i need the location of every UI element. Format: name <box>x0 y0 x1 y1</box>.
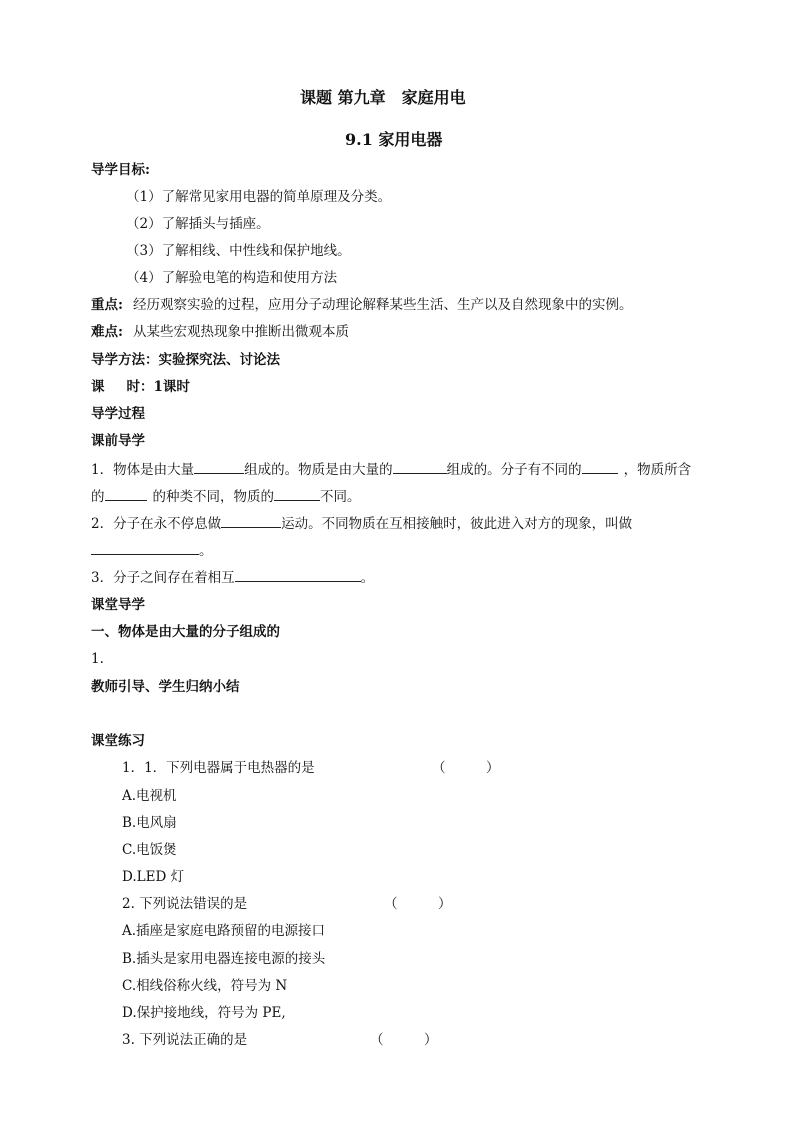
exercise-1-answer-bracket: （ ） <box>432 760 500 776</box>
exercise-2-stem: 2. 下列说法错误的是 <box>122 896 248 912</box>
question-text: ，物质所含 <box>623 462 692 478</box>
difficulty-text: 从某些宏观热现象中推断出微观本质 <box>132 324 349 340</box>
key-point-text: 经历观察实验的过程，应用分子动理论解释某些生活、生产以及自然现象中的实例。 <box>132 297 633 313</box>
objective-item: （1）了解常见家用电器的简单原理及分类。 <box>126 189 392 205</box>
objectives-heading: 导学目标: <box>91 162 150 178</box>
answer-blank[interactable] <box>582 459 618 474</box>
exercise-3-stem: 3. 下列说法正确的是 <box>122 1032 248 1048</box>
answer-blank[interactable] <box>393 459 447 474</box>
exercise-1-stem: 1．1．下列电器属于电热器的是 <box>122 760 315 776</box>
class-heading: 课堂导学 <box>91 597 145 613</box>
question-text: 组成的。物质是由大量的 <box>244 462 393 478</box>
exercise-1-option: B.电风扇 <box>122 815 177 831</box>
question-text: 的种类不同，物质的 <box>152 489 274 505</box>
objective-item: （2）了解插头与插座。 <box>126 216 270 232</box>
section-1-heading: 一、物体是由大量的分子组成的 <box>91 624 280 640</box>
answer-blank[interactable] <box>221 513 281 528</box>
difficulty <box>91 322 349 342</box>
answer-blank[interactable] <box>194 459 244 474</box>
question-text: 。 <box>199 543 213 559</box>
pre-class-heading: 课前导学 <box>91 433 145 449</box>
exercise-2-answer-bracket: （ ） <box>384 896 452 912</box>
exercise-1-option: D.LED 灯 <box>122 869 185 885</box>
difficulty-label: 难点: <box>91 324 123 340</box>
exercise-1-option: A.电视机 <box>122 788 177 804</box>
question-3 <box>91 567 374 588</box>
practice-heading: 课堂练习 <box>91 733 145 749</box>
answer-blank[interactable] <box>91 540 199 555</box>
key-point-label: 重点: <box>91 297 123 313</box>
exercise-2-option: A.插座是家庭电路预留的电源接口 <box>122 923 326 939</box>
exercise-3-answer-bracket: （ ） <box>370 1032 438 1048</box>
question-text: 3．分子之间存在着相互 <box>91 570 235 586</box>
section-1-item: 1. <box>91 651 104 667</box>
period-label-b: 时：1课时 <box>126 379 190 395</box>
question-text: 。 <box>360 570 375 586</box>
question-1-line-1 <box>91 459 691 480</box>
answer-blank[interactable] <box>274 486 320 501</box>
question-2-line-1 <box>91 513 632 534</box>
exercise-2-option: B.插头是家用电器连接电源的接头 <box>122 951 326 967</box>
page-title: 课题 第九章 家庭用电 <box>300 88 466 107</box>
question-text: 的 <box>91 489 105 505</box>
lesson-subtitle: 9.1 家用电器 <box>345 130 443 149</box>
key-point <box>91 295 632 315</box>
question-2-line-2 <box>91 540 213 561</box>
question-text: 运动。不同物质在互相接触时，彼此进入对方的现象，叫做 <box>281 516 633 532</box>
question-text: 2．分子在永不停息做 <box>91 516 222 532</box>
question-text: 不同。 <box>320 489 361 505</box>
question-text: 组成的。分子有不同的 <box>446 462 582 478</box>
process-heading: 导学过程 <box>91 406 145 422</box>
answer-blank[interactable] <box>105 486 147 501</box>
objective-item: （4）了解验电笔的构造和使用方法 <box>126 270 338 286</box>
exercise-2-option: D.保护接地线，符号为 PE, <box>122 1005 286 1021</box>
period <box>91 377 190 397</box>
method: 导学方法：实验探究法、讨论法 <box>91 352 280 368</box>
period-label-a: 课 <box>91 379 105 395</box>
exercise-1-option: C.电饭煲 <box>122 842 177 858</box>
objective-item: （3）了解相线、中性线和保护地线。 <box>126 243 351 259</box>
summary-heading: 教师引导、学生归纳小结 <box>91 679 240 695</box>
exercise-2-option: C.相线俗称火线，符号为 N <box>122 978 288 994</box>
question-1-line-2 <box>91 486 361 507</box>
question-text: 1．物体是由大量 <box>91 462 195 478</box>
answer-blank[interactable] <box>235 567 361 582</box>
